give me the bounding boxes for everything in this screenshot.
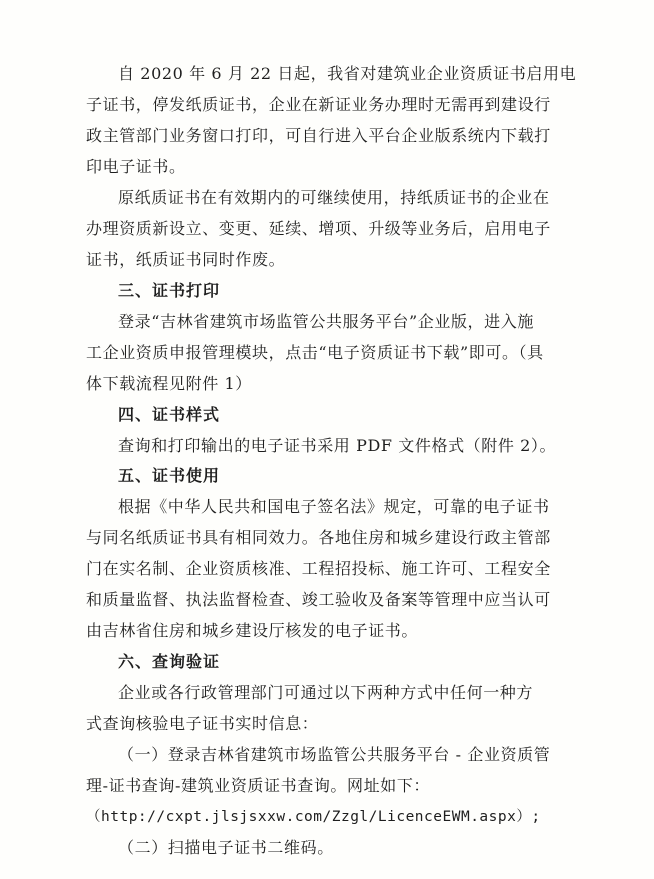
paragraph-line: 企业或各行政管理部门可通过以下两种方式中任何一种方 [118, 683, 534, 702]
paragraph-line: 查询和打印输出的电子证书采用 PDF 文件格式（附件 2）。 [118, 436, 557, 455]
paragraph-line: 自 2020 年 6 月 22 日起，我省对建筑业企业资质证书启用电 [118, 64, 577, 83]
section-heading: 六、查询验证 [118, 652, 221, 671]
section-heading: 五、证书使用 [118, 466, 221, 485]
paragraph-line: 门在实名制、企业资质核准、工程招投标、施工许可、工程安全 [86, 559, 551, 578]
section-heading: 三、证书打印 [118, 281, 221, 300]
paragraph-line: 办理资质新设立、变更、延续、增项、升级等业务后，启用电子 [86, 219, 551, 238]
paragraph-line: 和质量监督、执法监督检查、竣工验收及备案等管理中应当认可 [86, 590, 551, 609]
paragraph-line: 理-证书查询-建筑业资质证书查询。网址如下： [86, 776, 431, 795]
paragraph-line: 政主管部门业务窗口打印，可自行进入平台企业版系统内下载打 [86, 126, 551, 145]
paragraph-line: （一）登录吉林省建筑市场监管公共服务平台 - 企业资质管 [118, 745, 551, 764]
section-heading: 四、证书样式 [118, 405, 221, 424]
paragraph-line: 式查询核验电子证书实时信息： [86, 714, 319, 733]
paragraph-line: 与同名纸质证书具有相同效力。各地住房和城乡建设行政主管部 [86, 528, 551, 547]
paragraph-line: 工企业资质申报管理模块，点击“电子资质证书下载”即可。（具 [86, 343, 544, 362]
paragraph-line: （二）扫描电子证书二维码。 [118, 838, 334, 857]
paragraph-line: 原纸质证书在有效期内的可继续使用，持纸质证书的企业在 [118, 188, 550, 207]
paragraph-line: 体下载流程见附件 1） [86, 374, 252, 393]
paragraph-line: 由吉林省住房和城乡建设厅核发的电子证书。 [86, 621, 419, 640]
paragraph-line: 子证书，停发纸质证书，企业在新证业务办理时无需再到建设行 [86, 95, 551, 114]
paragraph-line: 登录“吉林省建筑市场监管公共服务平台”企业版，进入施 [118, 312, 534, 331]
paragraph-line: 根据《中华人民共和国电子签名法》规定，可靠的电子证书 [118, 497, 550, 516]
paragraph-line: 证书，纸质证书同时作废。 [86, 250, 286, 269]
website-url: （http://cxpt.jlsjsxxw.com/Zzgl/LicenceEWM.aspx）; [86, 809, 541, 825]
paragraph-line: 印电子证书。 [86, 157, 186, 176]
